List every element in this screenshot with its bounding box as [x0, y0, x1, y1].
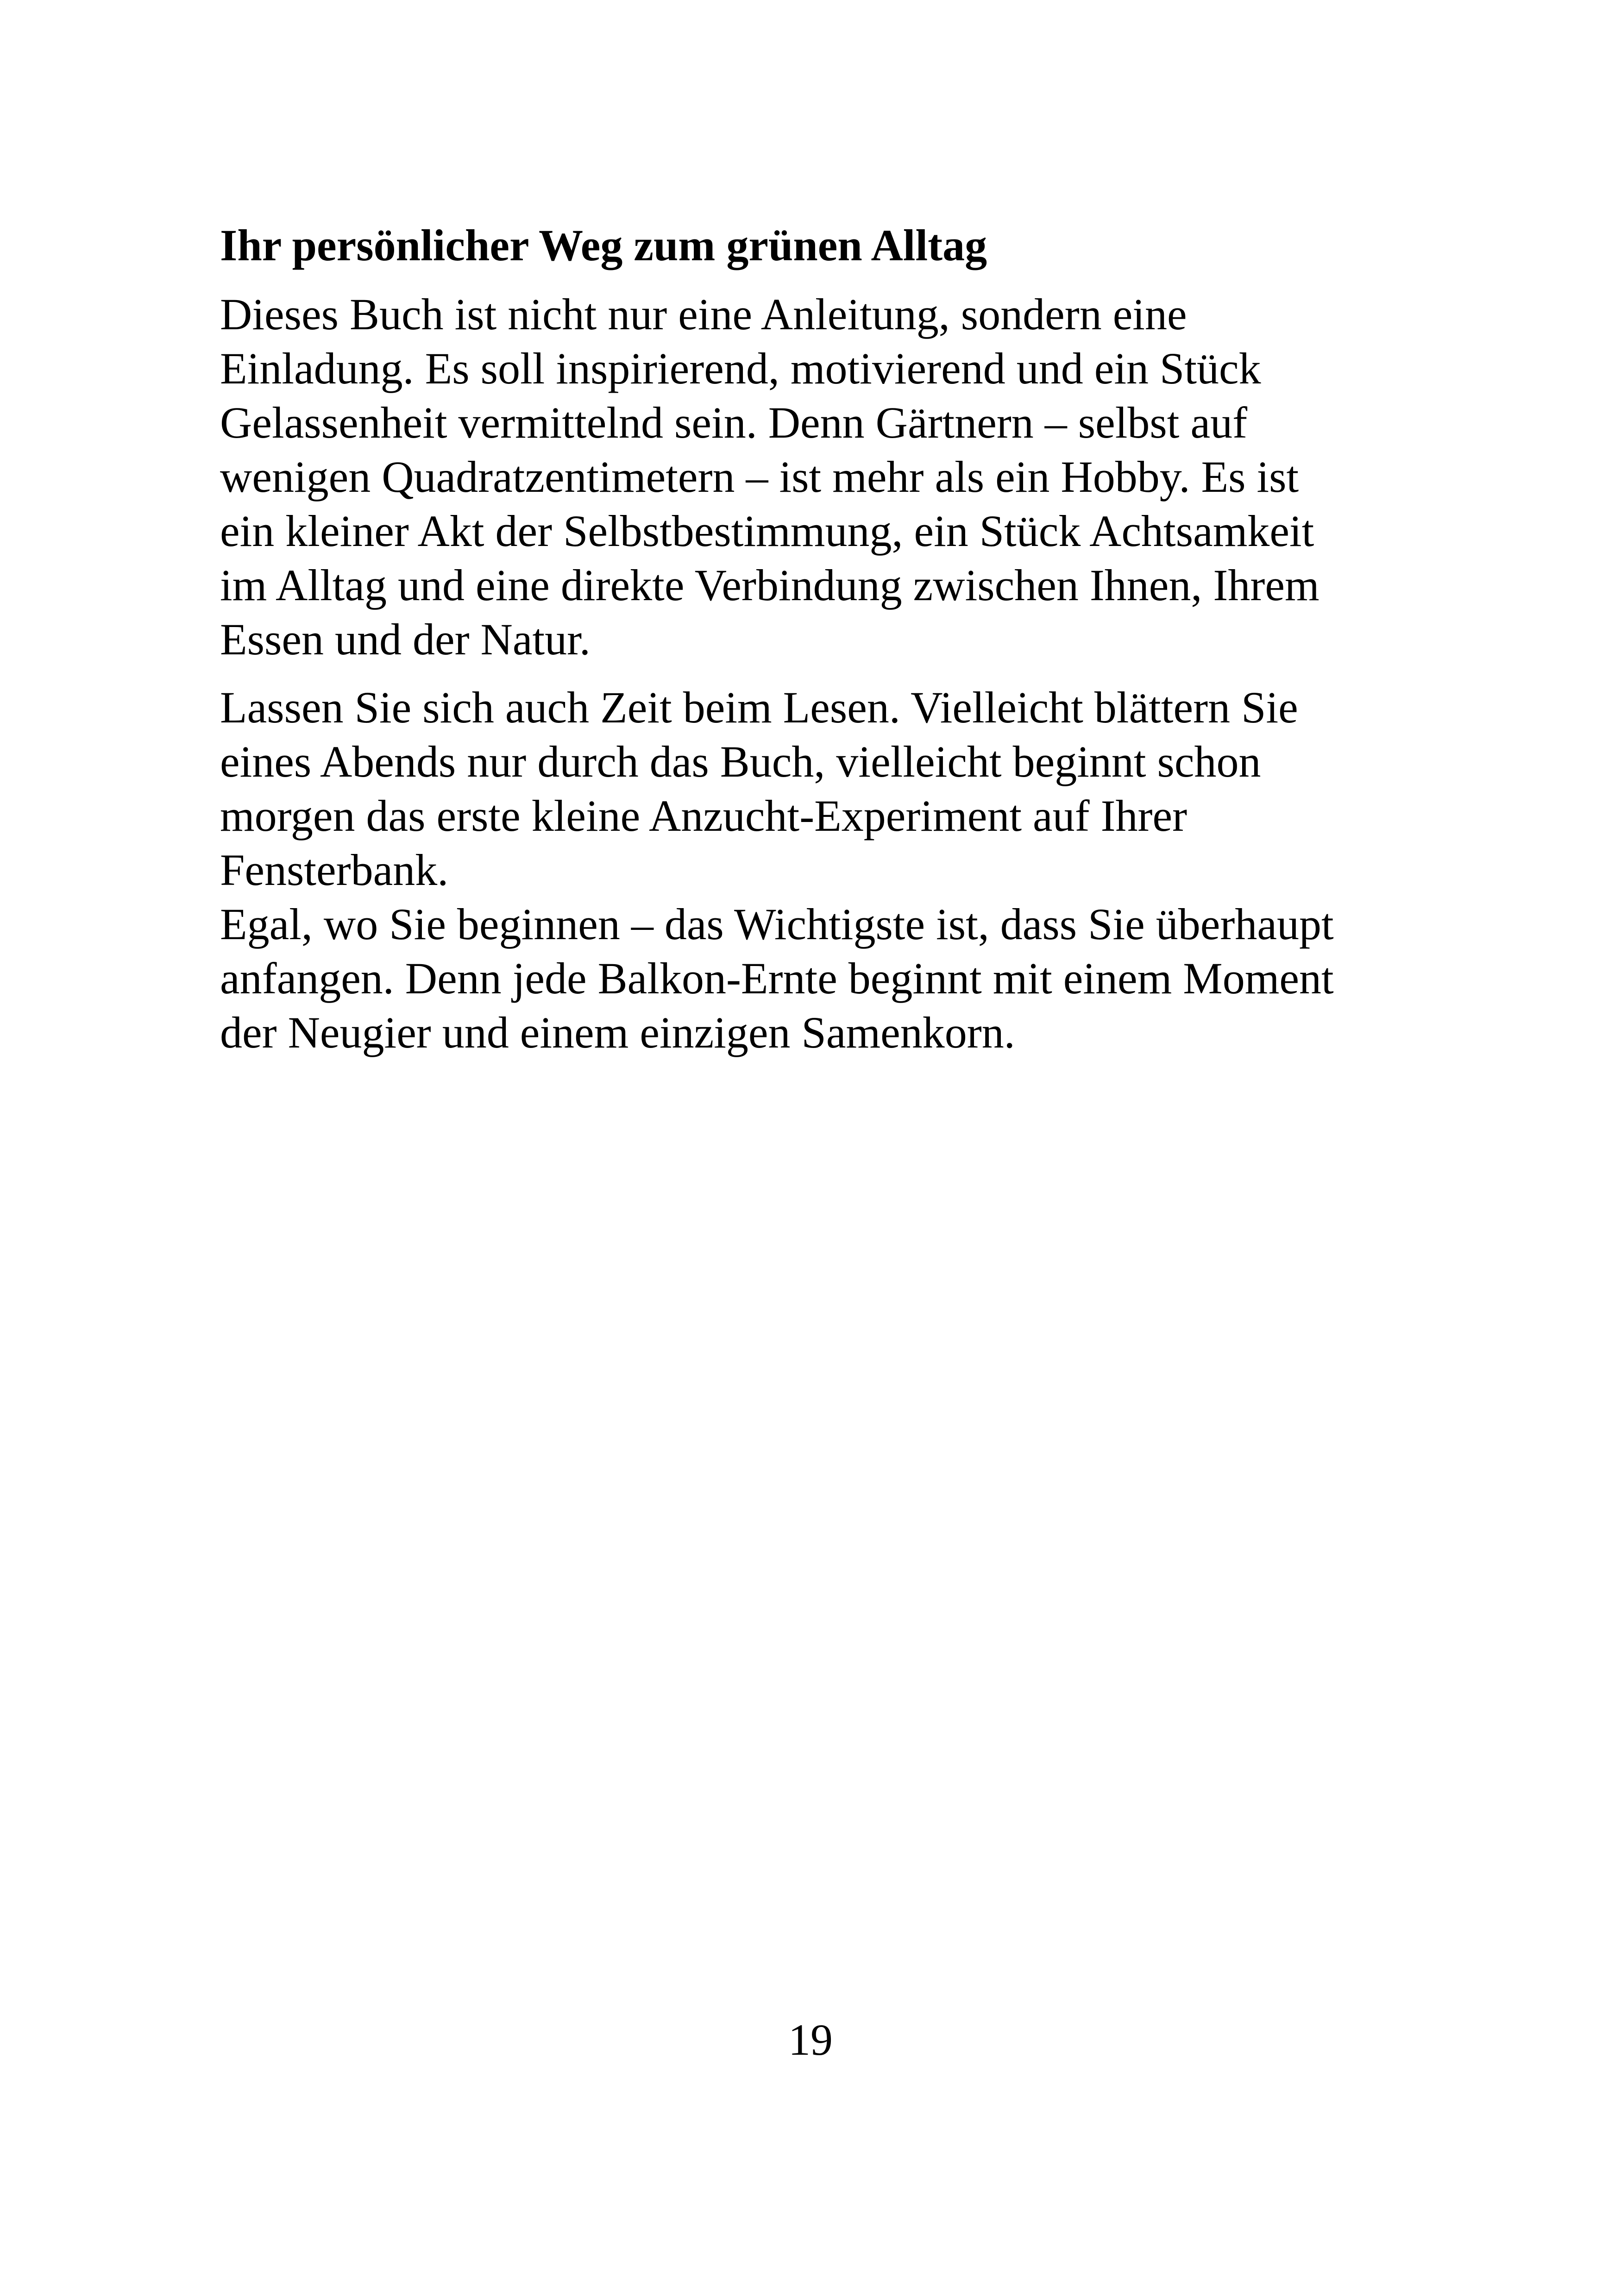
- paragraph-line: Essen und der Natur.: [220, 615, 591, 664]
- paragraph-line: wenigen Quadratzentimetern – ist mehr als ein Hobby. Es ist: [220, 452, 1299, 502]
- paragraph-line: Fensterbank.: [220, 845, 449, 895]
- page-content: [220, 218, 1406, 1073]
- paragraph-line: Dieses Buch ist nicht nur eine Anleitung, sondern eine: [220, 289, 1187, 339]
- paragraph-line: anfangen. Denn jede Balkon-Ernte beginnt mit einem Moment: [220, 954, 1334, 1003]
- paragraph-line: Gelassenheit vermittelnd sein. Denn Gärtnern – selbst auf: [220, 398, 1248, 447]
- paragraph-line: der Neugier und einem einzigen Samenkorn.: [220, 1008, 1015, 1057]
- paragraph-line: Egal, wo Sie beginnen – das Wichtigste ist, dass Sie überhaupt: [220, 899, 1334, 949]
- paragraph-line: morgen das erste kleine Anzucht-Experiment auf Ihrer: [220, 791, 1187, 841]
- page-number: 19: [788, 2015, 833, 2064]
- section-heading: Ihr persönlicher Weg zum grünen Alltag: [220, 220, 987, 270]
- paragraph-line: Lassen Sie sich auch Zeit beim Lesen. Vielleicht blättern Sie: [220, 683, 1298, 732]
- paragraph-2: [220, 680, 1406, 1060]
- paragraph-line: im Alltag und eine direkte Verbindung zwischen Ihnen, Ihrem: [220, 560, 1319, 610]
- paragraph-1: [220, 287, 1406, 666]
- paragraph-line: Einladung. Es soll inspirierend, motivierend und ein Stück: [220, 344, 1261, 393]
- paragraph-line: ein kleiner Akt der Selbstbestimmung, ein Stück Achtsamkeit: [220, 506, 1314, 556]
- paragraph-line: eines Abends nur durch das Buch, vielleicht beginnt schon: [220, 737, 1261, 786]
